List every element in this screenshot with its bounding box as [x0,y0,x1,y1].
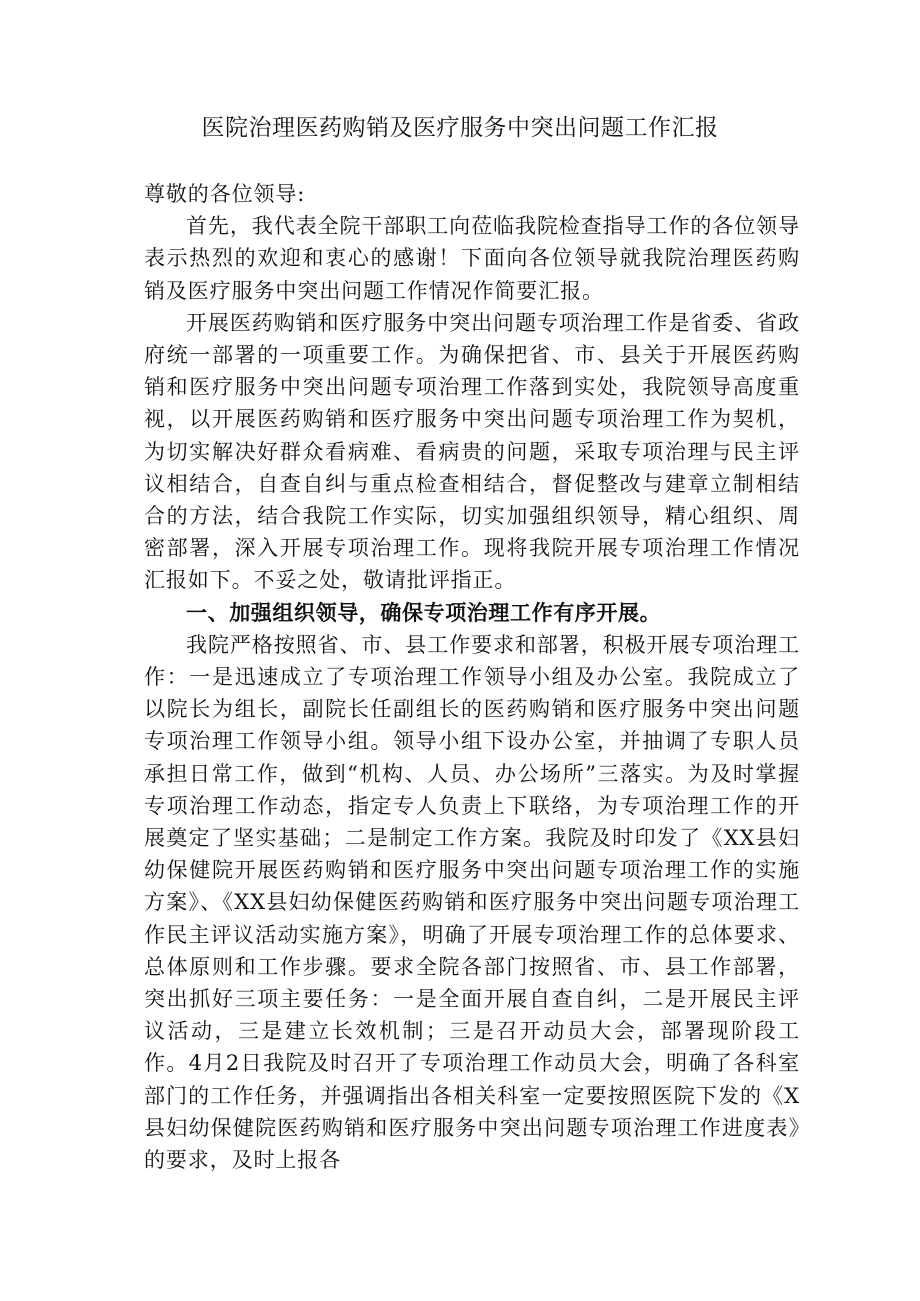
paragraph-background: 开展医药购销和医疗服务中突出问题专项治理工作是省委、省政府统一部署的一项重要工作。为确保把省、市、县关于开展医药购销和医疗服务中突出问题专项治理工作落到实处，我院领导高度重视，以开展医药购销和医疗服务中突出问题专项治理工作为契机，为切实解决好群众看病难、看病贵的问题，采取专项治理与民主评议相结合，自查自纠与重点检查相结合，督促整改与建章立制相结合的方法，结合我院工作实际，切实加强组织领导，精心组织、周密部署，深入开展专项治理工作。现将我院开展专项治理工作情况汇报如下。不妥之处，敬请批评指正。 [144,310,800,593]
document-body [144,178,800,1176]
paragraph-section-1: 我院严格按照省、市、县工作要求和部署，积极开展专项治理工作：一是迅速成立了专项治理工作领导小组及办公室。我院成立了以院长为组长，副院长任副组长的医药购销和医疗服务中突出问题专项治理工作领导小组。领导小组下设办公室，并抽调了专职人员承担日常工作，做到“机构、人员、办公场所”三落实。为及时掌握专项治理工作动态，指定专人负责上下联络，为专项治理工作的开展奠定了坚实基础；二是制定工作方案。我院及时印发了《XX县妇幼保健院开展医药购销和医疗服务中突出问题专项治理工作的实施方案》、《XX县妇幼保健医药购销和医疗服务中突出问题专项治理工作民主评议活动实施方案》，明确了开展专项治理工作的总体要求、总体原则和工作步骤。要求全院各部门按照省、市、县工作部署，突出抓好三项主要任务：一是全面开展自查自纠，二是开展民主评议活动，三是建立长效机制；三是召开动员大会，部署现阶段工作。4月2日我院及时召开了专项治理工作动员大会，明确了各科室部门的工作任务，并强调指出各相关科室一定要按照医院下发的《X县妇幼保健院医药购销和医疗服务中突出问题专项治理工作进度表》的要求，及时上报各 [144,632,800,1173]
salutation: 尊敬的各位领导: [144,182,306,206]
paragraph-intro: 首先，我代表全院干部职工向莅临我院检查指导工作的各位领导表示热烈的欢迎和衷心的感谢！下面向各位领导就我院治理医药购销及医疗服务中突出问题工作情况作简要汇报。 [144,214,800,303]
document-title: 医院治理医药购销及医疗服务中突出问题工作汇报 [201,115,719,141]
section-heading: 一、加强组织领导，确保专项治理工作有序开展。 [186,600,662,625]
